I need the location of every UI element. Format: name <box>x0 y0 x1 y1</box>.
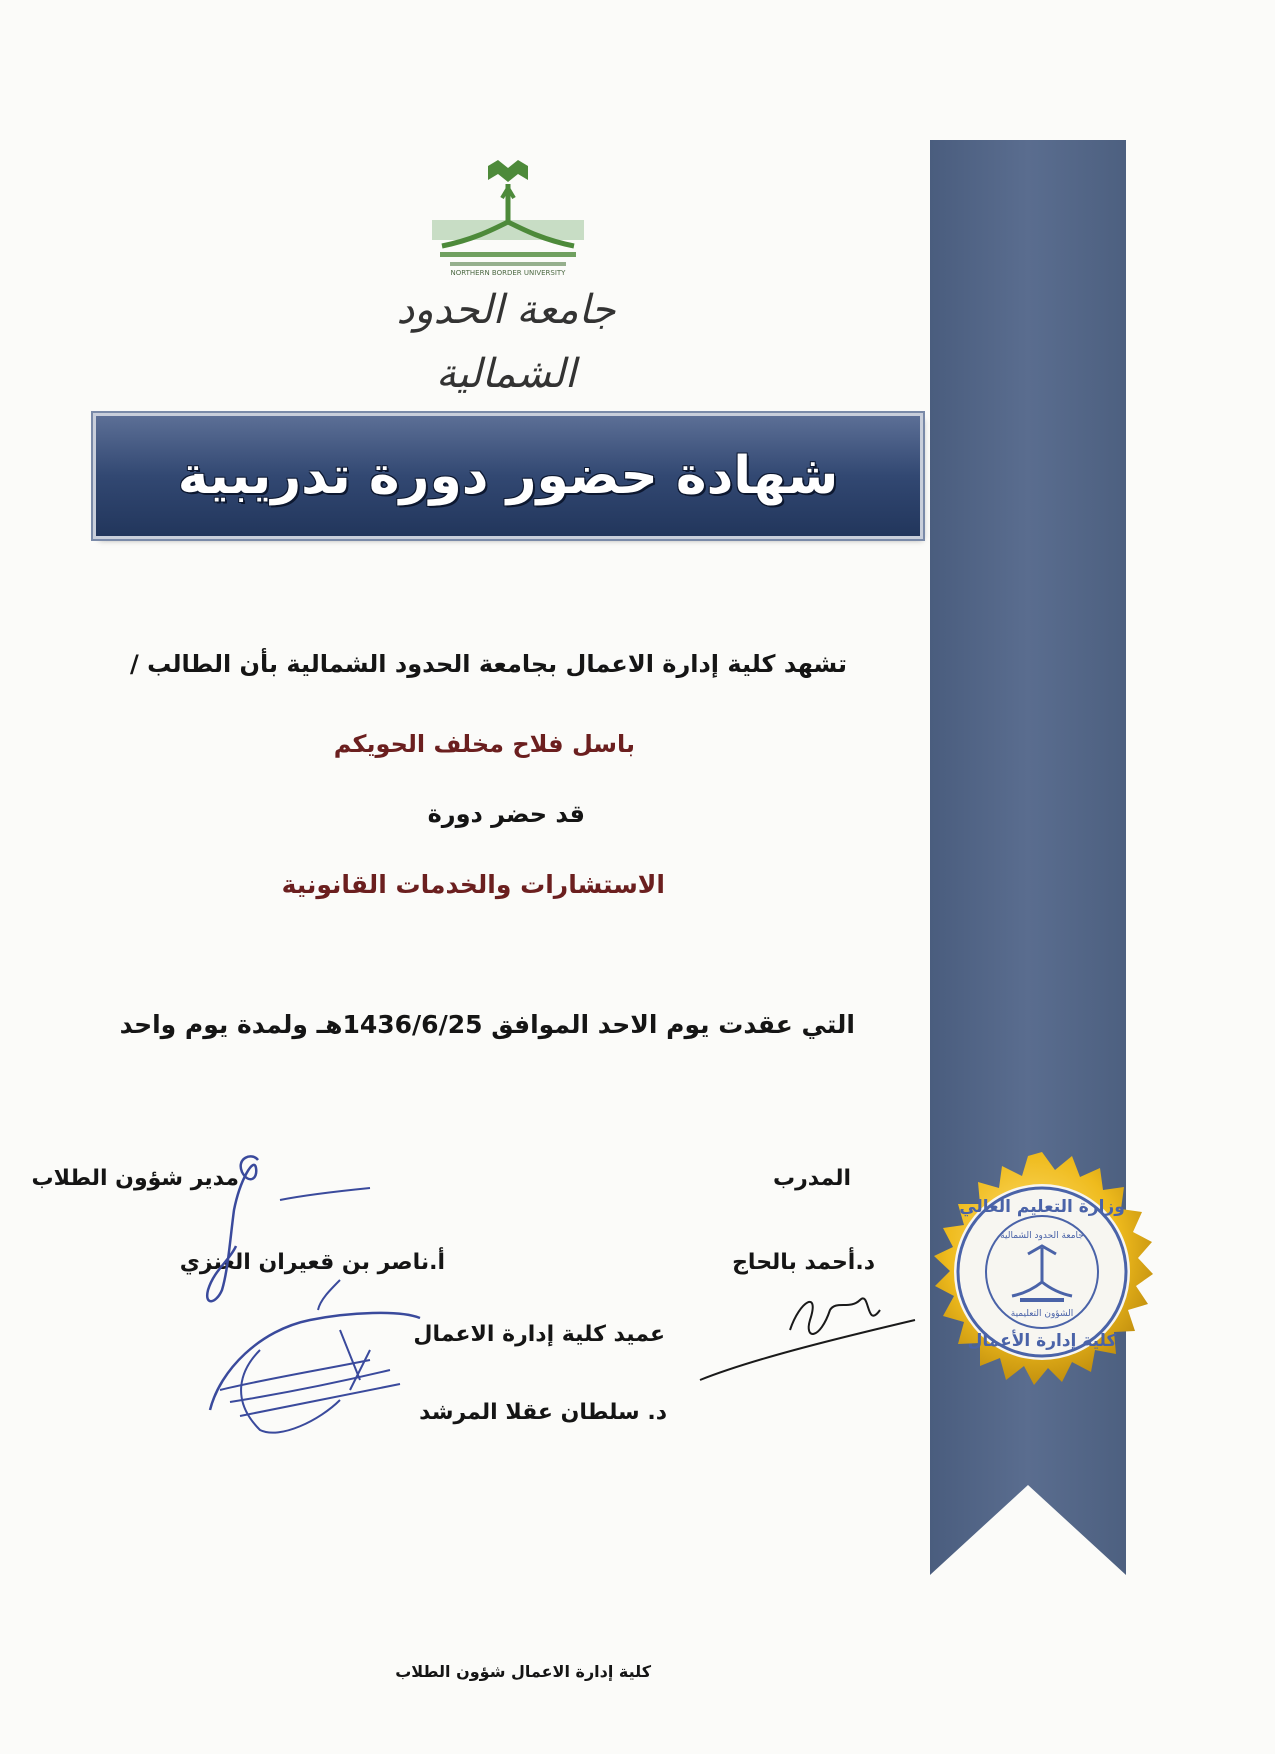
university-name-script: جامعة الحدود الشمالية <box>396 287 616 397</box>
logo-english-caption: NORTHERN BORDER UNIVERSITY <box>450 269 566 277</box>
dean-signature-icon <box>200 1290 430 1450</box>
intro-line: تشهد كلية إدارة الاعمال بجامعة الحدود الشمالية بأن الطالب / <box>130 650 847 678</box>
dean-title: عميد كلية إدارة الاعمال <box>413 1322 665 1347</box>
attended-line: قد حضر دورة <box>427 800 585 828</box>
seal-inner-top: جامعة الحدود الشمالية <box>1000 1231 1084 1241</box>
footer-text: كلية إدارة الاعمال شؤون الطلاب <box>395 1662 651 1681</box>
seal-outer-bottom: كلية إدارة الأعمال <box>967 1331 1117 1351</box>
date-line: التي عقدت يوم الاحد الموافق 1436/6/25هـ ولمدة يوم واحد <box>119 1010 855 1039</box>
student-name: باسل فلاح مخلف الحويكم <box>333 730 635 758</box>
affairs-name: أ.ناصر بن قعيران العنزي <box>179 1250 445 1275</box>
dean-name: د. سلطان عقلا المرشد <box>419 1400 667 1425</box>
university-logo-icon <box>432 158 584 278</box>
gold-seal-icon <box>910 1150 1174 1414</box>
trainer-title: المدرب <box>772 1166 851 1191</box>
certificate-title: شهادة حضور دورة تدريبية <box>177 446 839 506</box>
seal-outer-top: وزارة التعليم العالي <box>959 1197 1125 1217</box>
course-name: الاستشارات والخدمات القانونية <box>281 870 665 899</box>
affairs-title: مدير شؤون الطلاب <box>31 1166 239 1191</box>
seal-inner-bottom: الشؤون التعليمية <box>1010 1309 1074 1319</box>
trainer-name: د.أحمد بالحاج <box>732 1250 875 1275</box>
title-band <box>96 416 920 536</box>
trainer-signature-icon <box>690 1270 920 1390</box>
